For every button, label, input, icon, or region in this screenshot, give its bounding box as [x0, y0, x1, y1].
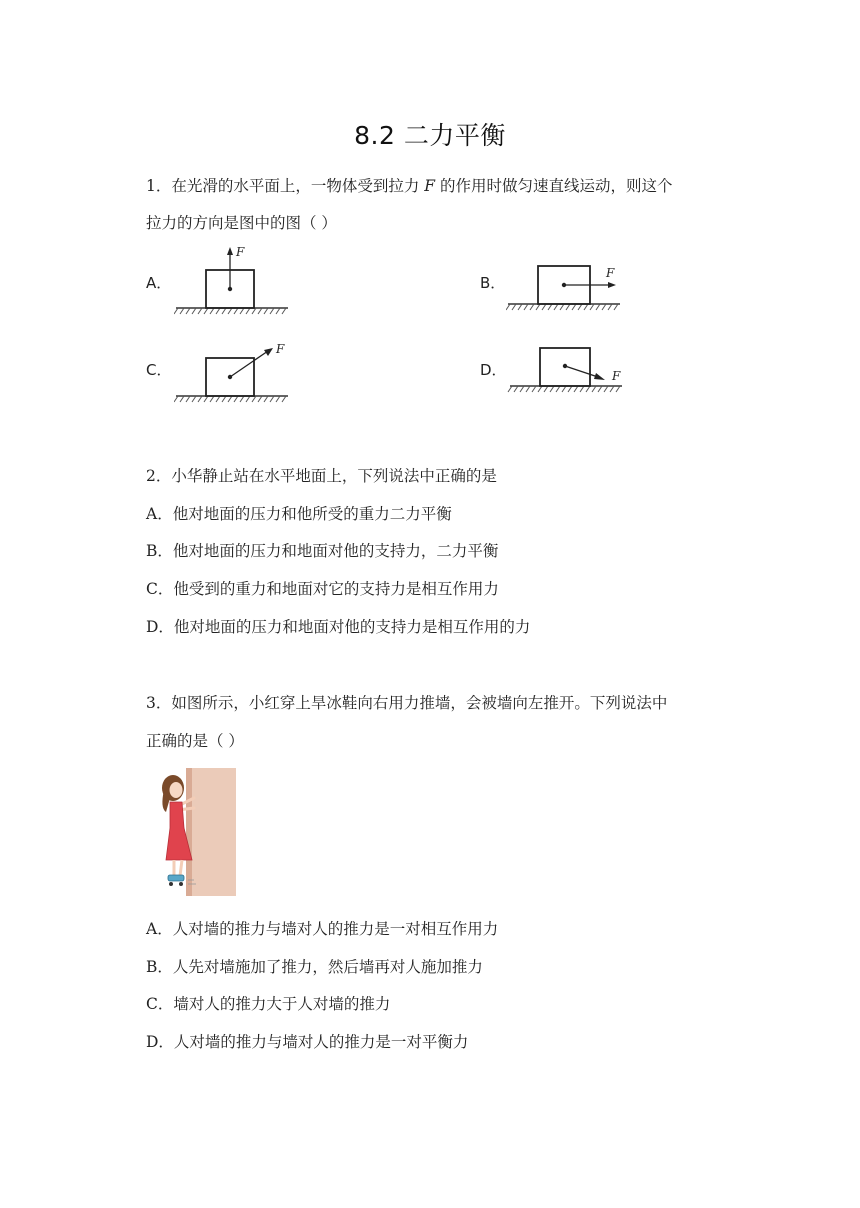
q3-option-c[interactable]: C．墙对人的推力大于人对墙的推力 [146, 995, 391, 1013]
q2-option-b[interactable]: B．他对地面的压力和地面对他的支持力，二力平衡 [146, 542, 499, 560]
page-title: 8.2 二力平衡 [354, 121, 506, 150]
q1-option-b-label[interactable]: B． [480, 274, 506, 292]
q3-option-d[interactable]: D．人对墙的推力与墙对人的推力是一对平衡力 [146, 1033, 469, 1051]
force-label-a: F [236, 245, 245, 259]
force-label-c: F [276, 342, 285, 356]
q1-force-symbol: F [424, 177, 436, 195]
q3-illustration [156, 768, 240, 898]
q1-stem-post: 的作用时做匀速直线运动，则这个 [435, 177, 673, 195]
q3-option-a[interactable]: A．人对墙的推力与墙对人的推力是一对相互作用力 [146, 920, 499, 938]
q1-figure-a[interactable] [174, 244, 294, 316]
q2-option-d[interactable]: D．他对地面的压力和地面对他的支持力是相互作用的力 [146, 618, 531, 636]
q1-figure-b[interactable] [506, 260, 636, 316]
q1-figure-d[interactable] [506, 342, 636, 398]
q3-stem-line2: 正确的是（ ） [146, 732, 244, 750]
force-label-b: F [606, 266, 615, 280]
q1-option-a-label[interactable]: A． [146, 274, 172, 292]
q1-option-c-label[interactable]: C． [146, 361, 172, 379]
q1-stem-line1 [146, 176, 673, 196]
q1-option-d-label[interactable]: D． [480, 361, 507, 379]
q1-stem-line2: 拉力的方向是图中的图（ ） [146, 214, 337, 232]
q2-stem: 2．小华静止站在水平地面上，下列说法中正确的是 [146, 467, 497, 485]
q1-stem-pre: 1．在光滑的水平面上，一物体受到拉力 [146, 177, 425, 195]
q2-option-c[interactable]: C．他受到的重力和地面对它的支持力是相互作用力 [146, 580, 499, 598]
force-label-d: F [612, 369, 621, 383]
q3-option-b[interactable]: B．人先对墙施加了推力，然后墙再对人施加推力 [146, 958, 483, 976]
q3-stem-line1: 3．如图所示，小红穿上旱冰鞋向右用力推墙，会被墙向左推开。下列说法中 [146, 694, 668, 712]
q2-option-a[interactable]: A．他对地面的压力和他所受的重力二力平衡 [146, 505, 452, 523]
q1-figure-c[interactable] [174, 340, 300, 404]
wall [186, 768, 236, 896]
